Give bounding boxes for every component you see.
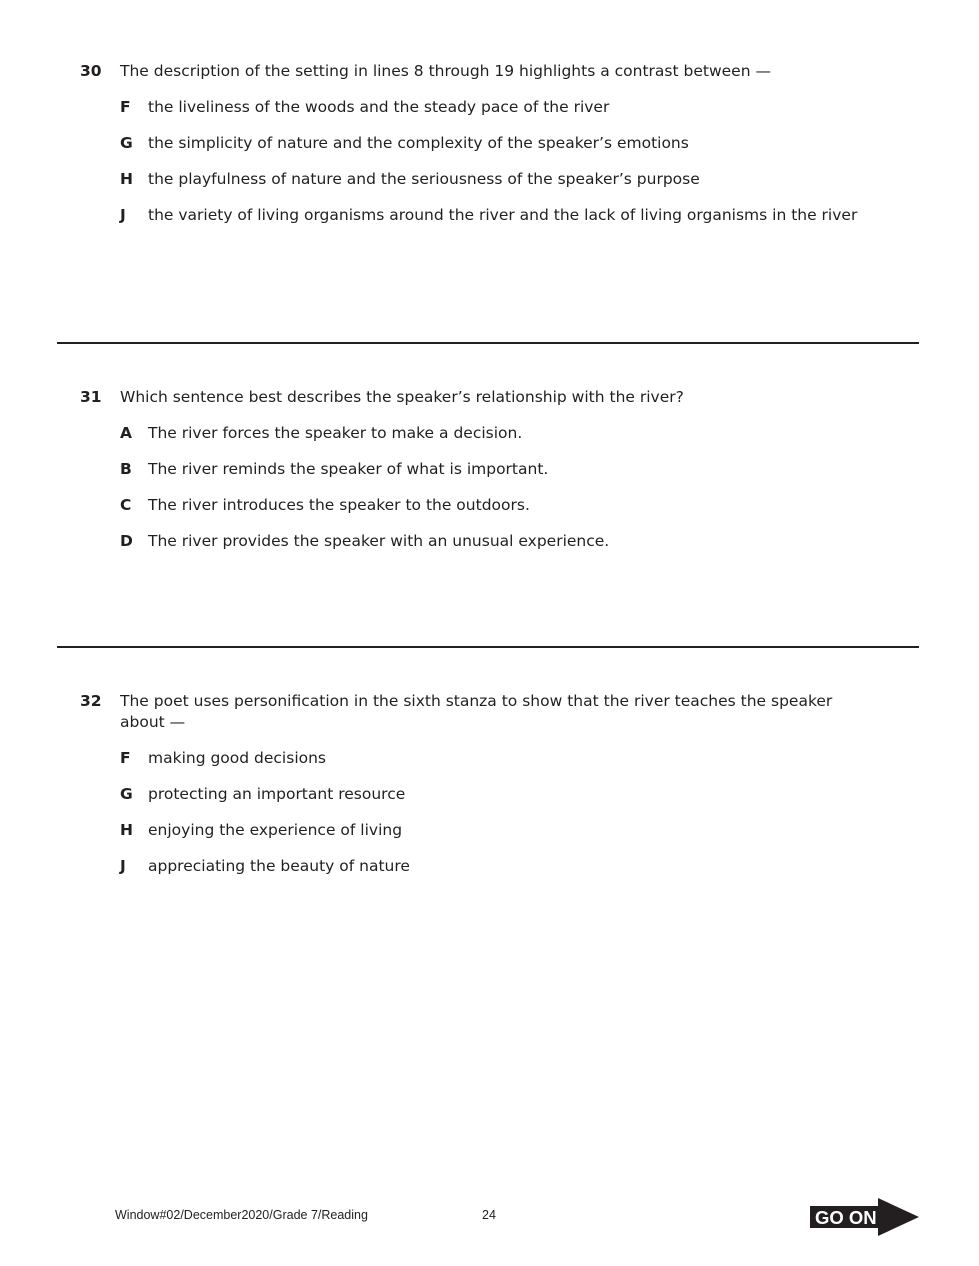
- answer-choice-h[interactable]: [80, 819, 870, 841]
- question-31: [80, 387, 870, 552]
- choice-letter: H: [120, 170, 133, 188]
- choice-text: enjoying the experience of living: [148, 821, 403, 839]
- answer-choice-j[interactable]: [80, 855, 870, 877]
- choice-text: The river forces the speaker to make a decision.: [148, 424, 523, 442]
- choice-text: The river reminds the speaker of what is important.: [148, 460, 549, 478]
- question-text: The description of the setting in lines 8 through 19 highlights a contrast between —: [120, 62, 771, 80]
- choice-text: the playfulness of nature and the seriousness of the speaker’s purpose: [148, 170, 700, 188]
- choice-letter: D: [120, 532, 133, 550]
- answer-choice-b[interactable]: [80, 458, 870, 480]
- choice-letter: H: [120, 821, 133, 839]
- question-stem: [80, 61, 870, 82]
- question-number: 31: [80, 388, 102, 406]
- choice-letter: G: [120, 785, 133, 803]
- choice-letter: C: [120, 496, 132, 514]
- go-on-label: GO ON: [815, 1207, 877, 1228]
- answer-choice-g[interactable]: [80, 783, 870, 805]
- go-on-arrow-icon: [808, 1197, 920, 1237]
- question-text: Which sentence best describes the speaker’s relationship with the river?: [120, 388, 684, 406]
- answer-choice-d[interactable]: [80, 530, 870, 552]
- choice-letter: G: [120, 134, 133, 152]
- question-number: 30: [80, 62, 102, 80]
- question-30: [80, 61, 870, 226]
- question-stem: [80, 387, 870, 408]
- answer-choice-j[interactable]: [80, 204, 870, 226]
- question-text: The poet uses personification in the sixth stanza to show that the river teaches the speaker about —: [120, 692, 833, 731]
- form-identifier: Window#02/December2020/Grade 7/Reading: [115, 1208, 368, 1222]
- choice-text: The river introduces the speaker to the outdoors.: [148, 496, 530, 514]
- answer-choice-h[interactable]: [80, 168, 870, 190]
- answer-choice-g[interactable]: [80, 132, 870, 154]
- answer-choices: [80, 747, 870, 877]
- answer-choice-f[interactable]: [80, 96, 870, 118]
- section-divider: [57, 342, 919, 344]
- question-32: [80, 691, 870, 877]
- choice-letter: J: [120, 206, 126, 224]
- choice-text: The river provides the speaker with an unusual experience.: [148, 532, 610, 550]
- choice-text: the variety of living organisms around the river and the lack of living organisms in the river: [148, 206, 858, 224]
- answer-choices: [80, 96, 870, 226]
- question-number: 32: [80, 692, 102, 710]
- choice-letter: B: [120, 460, 132, 478]
- answer-choice-c[interactable]: [80, 494, 870, 516]
- choice-letter: J: [120, 857, 126, 875]
- choice-letter: A: [120, 424, 132, 442]
- answer-choice-a[interactable]: [80, 422, 870, 444]
- page-number: 24: [482, 1208, 496, 1222]
- choice-text: the liveliness of the woods and the steady pace of the river: [148, 98, 610, 116]
- question-stem: [80, 691, 870, 733]
- answer-choices: [80, 422, 870, 552]
- choice-text: appreciating the beauty of nature: [148, 857, 410, 875]
- answer-choice-f[interactable]: [80, 747, 870, 769]
- choice-letter: F: [120, 98, 131, 116]
- choice-text: protecting an important resource: [148, 785, 406, 803]
- arrow-head-icon: [878, 1198, 919, 1236]
- section-divider: [57, 646, 919, 648]
- choice-letter: F: [120, 749, 131, 767]
- choice-text: making good decisions: [148, 749, 327, 767]
- choice-text: the simplicity of nature and the complexity of the speaker’s emotions: [148, 134, 689, 152]
